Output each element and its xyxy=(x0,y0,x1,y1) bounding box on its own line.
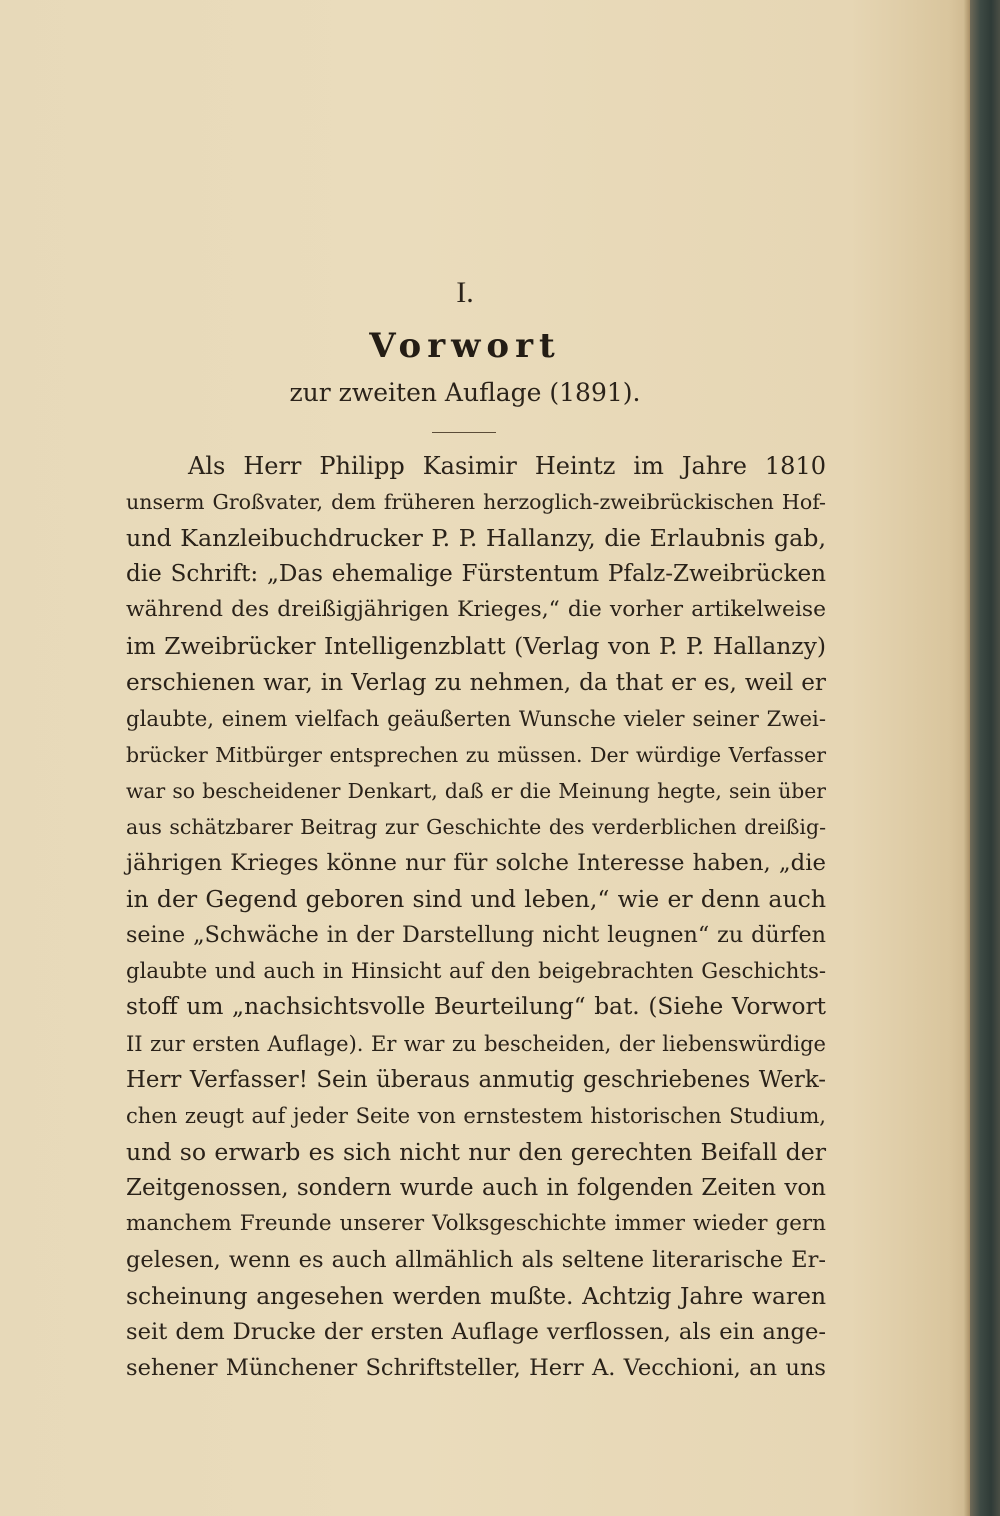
text-line: glaubte, einem vielfach geäußerten Wunsche vieler seiner Zwei- xyxy=(126,705,826,731)
text-line: in der Gegend geboren sind und leben,“ wie er denn auch xyxy=(126,885,826,914)
text-line: stoff um „nachsichtsvolle Beurteilung“ bat. (Siehe Vorwort xyxy=(126,993,826,1021)
text-line: glaubte und auch in Hinsicht auf den beigebrachten Geschichts- xyxy=(126,958,826,984)
chapter-number: I. xyxy=(456,276,474,309)
page-subtitle: zur zweiten Auflage (1891). xyxy=(289,378,641,407)
text-line: aus schätzbarer Beitrag zur Geschichte des verderblichen dreißig- xyxy=(126,814,826,839)
text-line: Zeitgenossen, sondern wurde auch in folgenden Zeiten von xyxy=(126,1174,826,1201)
text-line: chen zeugt auf jeder Seite von ernstestem historischen Studium, xyxy=(126,1102,826,1128)
text-line: seit dem Drucke der ersten Auflage verflossen, als ein ange- xyxy=(126,1319,826,1346)
text-line: und so erwarb es sich nicht nur den gerechten Beifall der xyxy=(126,1137,826,1166)
text-line: war so bescheidener Denkart, daß er die Meinung hegte, sein über xyxy=(126,778,826,803)
divider-rule xyxy=(432,432,496,433)
body-paragraph xyxy=(126,448,826,1386)
text-line: und Kanzleibuchdrucker P. P. Hallanzy, die Erlaubnis gab, xyxy=(126,524,826,553)
text-line: II zur ersten Auflage). Er war zu bescheiden, der liebenswürdige xyxy=(126,1030,826,1056)
text-line: erschienen war, in Verlag zu nehmen, da that er es, weil er xyxy=(126,669,826,696)
text-line: sehener Münchener Schriftsteller, Herr A. Vecchioni, an uns xyxy=(126,1355,826,1382)
text-line: im Zweibrücker Intelligenzblatt (Verlag von P. P. Hallanzy) xyxy=(126,632,826,661)
text-line: die Schrift: „Das ehemalige Fürstentum Pfalz-Zweibrücken xyxy=(126,561,826,588)
text-line: jährigen Krieges könne nur für solche Interesse haben, „die xyxy=(126,850,826,877)
page-title: Vorwort xyxy=(369,326,561,366)
text-line: Als Herr Philipp Kasimir Heintz im Jahre 1810 xyxy=(188,452,826,480)
text-line: Herr Verfasser! Sein überaus anmutig geschriebenes Werk- xyxy=(126,1066,826,1093)
text-line: seine „Schwäche in der Darstellung nicht leugnen“ zu dürfen xyxy=(126,922,826,949)
text-line: brücker Mitbürger entsprechen zu müssen. Der würdige Verfasser xyxy=(126,742,826,767)
text-line: manchem Freunde unserer Volksgeschichte immer wieder gern xyxy=(126,1210,826,1236)
text-line: unserm Großvater, dem früheren herzoglich-zweibrückischen Hof- xyxy=(126,490,826,515)
book-binding xyxy=(970,0,1000,1516)
text-line: gelesen, wenn es auch allmählich als seltene literarische Er- xyxy=(126,1247,826,1274)
text-line: scheinung angesehen werden mußte. Achtzig Jahre waren xyxy=(126,1282,826,1311)
text-line: während des dreißigjährigen Krieges,“ die vorher artikelweise xyxy=(126,597,826,623)
